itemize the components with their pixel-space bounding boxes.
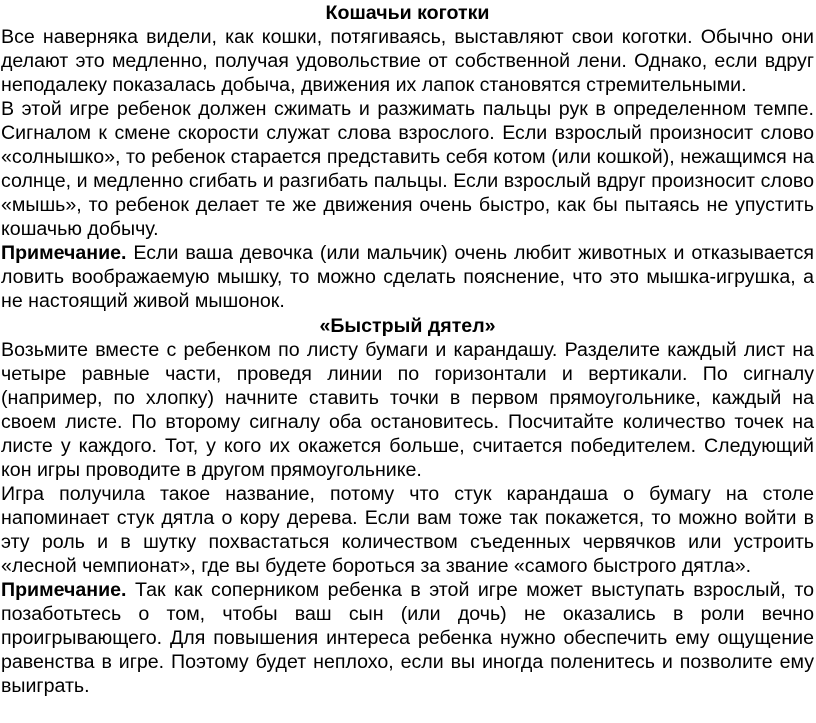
section-title-cat-claws: Кошачьи коготки <box>325 2 490 24</box>
paragraph-rules: В этой игре ребенок должен сжимать и разжимать пальцы рук в определенном темпе. Сигналом к смене скорости служат слова взрослого. Если взрослый произносит слово «солнышко», то ребенок старается представить себя котом (или кошкой), нежащимся на солнце, и медленно сгибать и разгибать пальцы. Если взрослый вдруг произносит слово «мышь», то ребенок делает те же движения очень быстро, как бы пытаясь не упустить кошачью добычу. <box>1 98 814 240</box>
paragraph-note <box>1 241 814 313</box>
paragraph-name-origin: Игра получила такое название, потому что стук карандаша о бумагу на столе напоминает стук дятла о кору дерева. Если вам тоже так покажется, то можно войти в эту роль и в шутку похвастаться количеством съеденных червячков или устроить «лесной чемпионат», где вы будете бороться за звание «самого быстрого дятла». <box>1 483 814 577</box>
paragraph-intro: Все наверняка видели, как кошки, потягиваясь, выставляют свои коготки. Обычно они делают это медленно, получая удовольствие от собственной лени. Однако, если вдруг неподалеку показалась добыча, движения их лапок становятся стремительными. <box>1 26 814 96</box>
paragraph-note <box>1 578 814 698</box>
note-label: Примечание. <box>1 579 127 601</box>
note-label: Примечание. <box>1 242 127 264</box>
section-title-fast-woodpecker: «Быстрый дятел» <box>319 315 496 337</box>
note-text: Если ваша девочка (или мальчик) очень любит животных и отказывается ловить воображаемую мышку, то можно сделать пояснение, что это мышка-игрушка, а не настоящий живой мышонок. <box>1 242 814 312</box>
note-text: Так как соперником ребенка в этой игре может выступать взрослый, то позаботьтесь о том, чтобы ваш сын (или дочь) не оказались в роли вечно проигрывающего. Для повышения интереса ребенка нужно обеспечить ему ощущение равенства в игре. Поэтому будет неплохо, если вы иногда поленитесь и позволите ему выиграть. <box>1 579 814 697</box>
paragraph-instructions: Возьмите вместе с ребенком по листу бумаги и карандашу. Разделите каждый лист на четыре равные части, проведя линии по горизонтали и вертикали. По сигналу (например, по хлопку) начните ставить точки в первом прямоугольнике, каждый на своем листе. По второму сигналу оба остановитесь. Посчитайте количество точек на листе у каждого. Тот, у кого их окажется больше, считается победителем. Следующий кон игры проводите в другом прямоугольнике. <box>1 339 814 481</box>
